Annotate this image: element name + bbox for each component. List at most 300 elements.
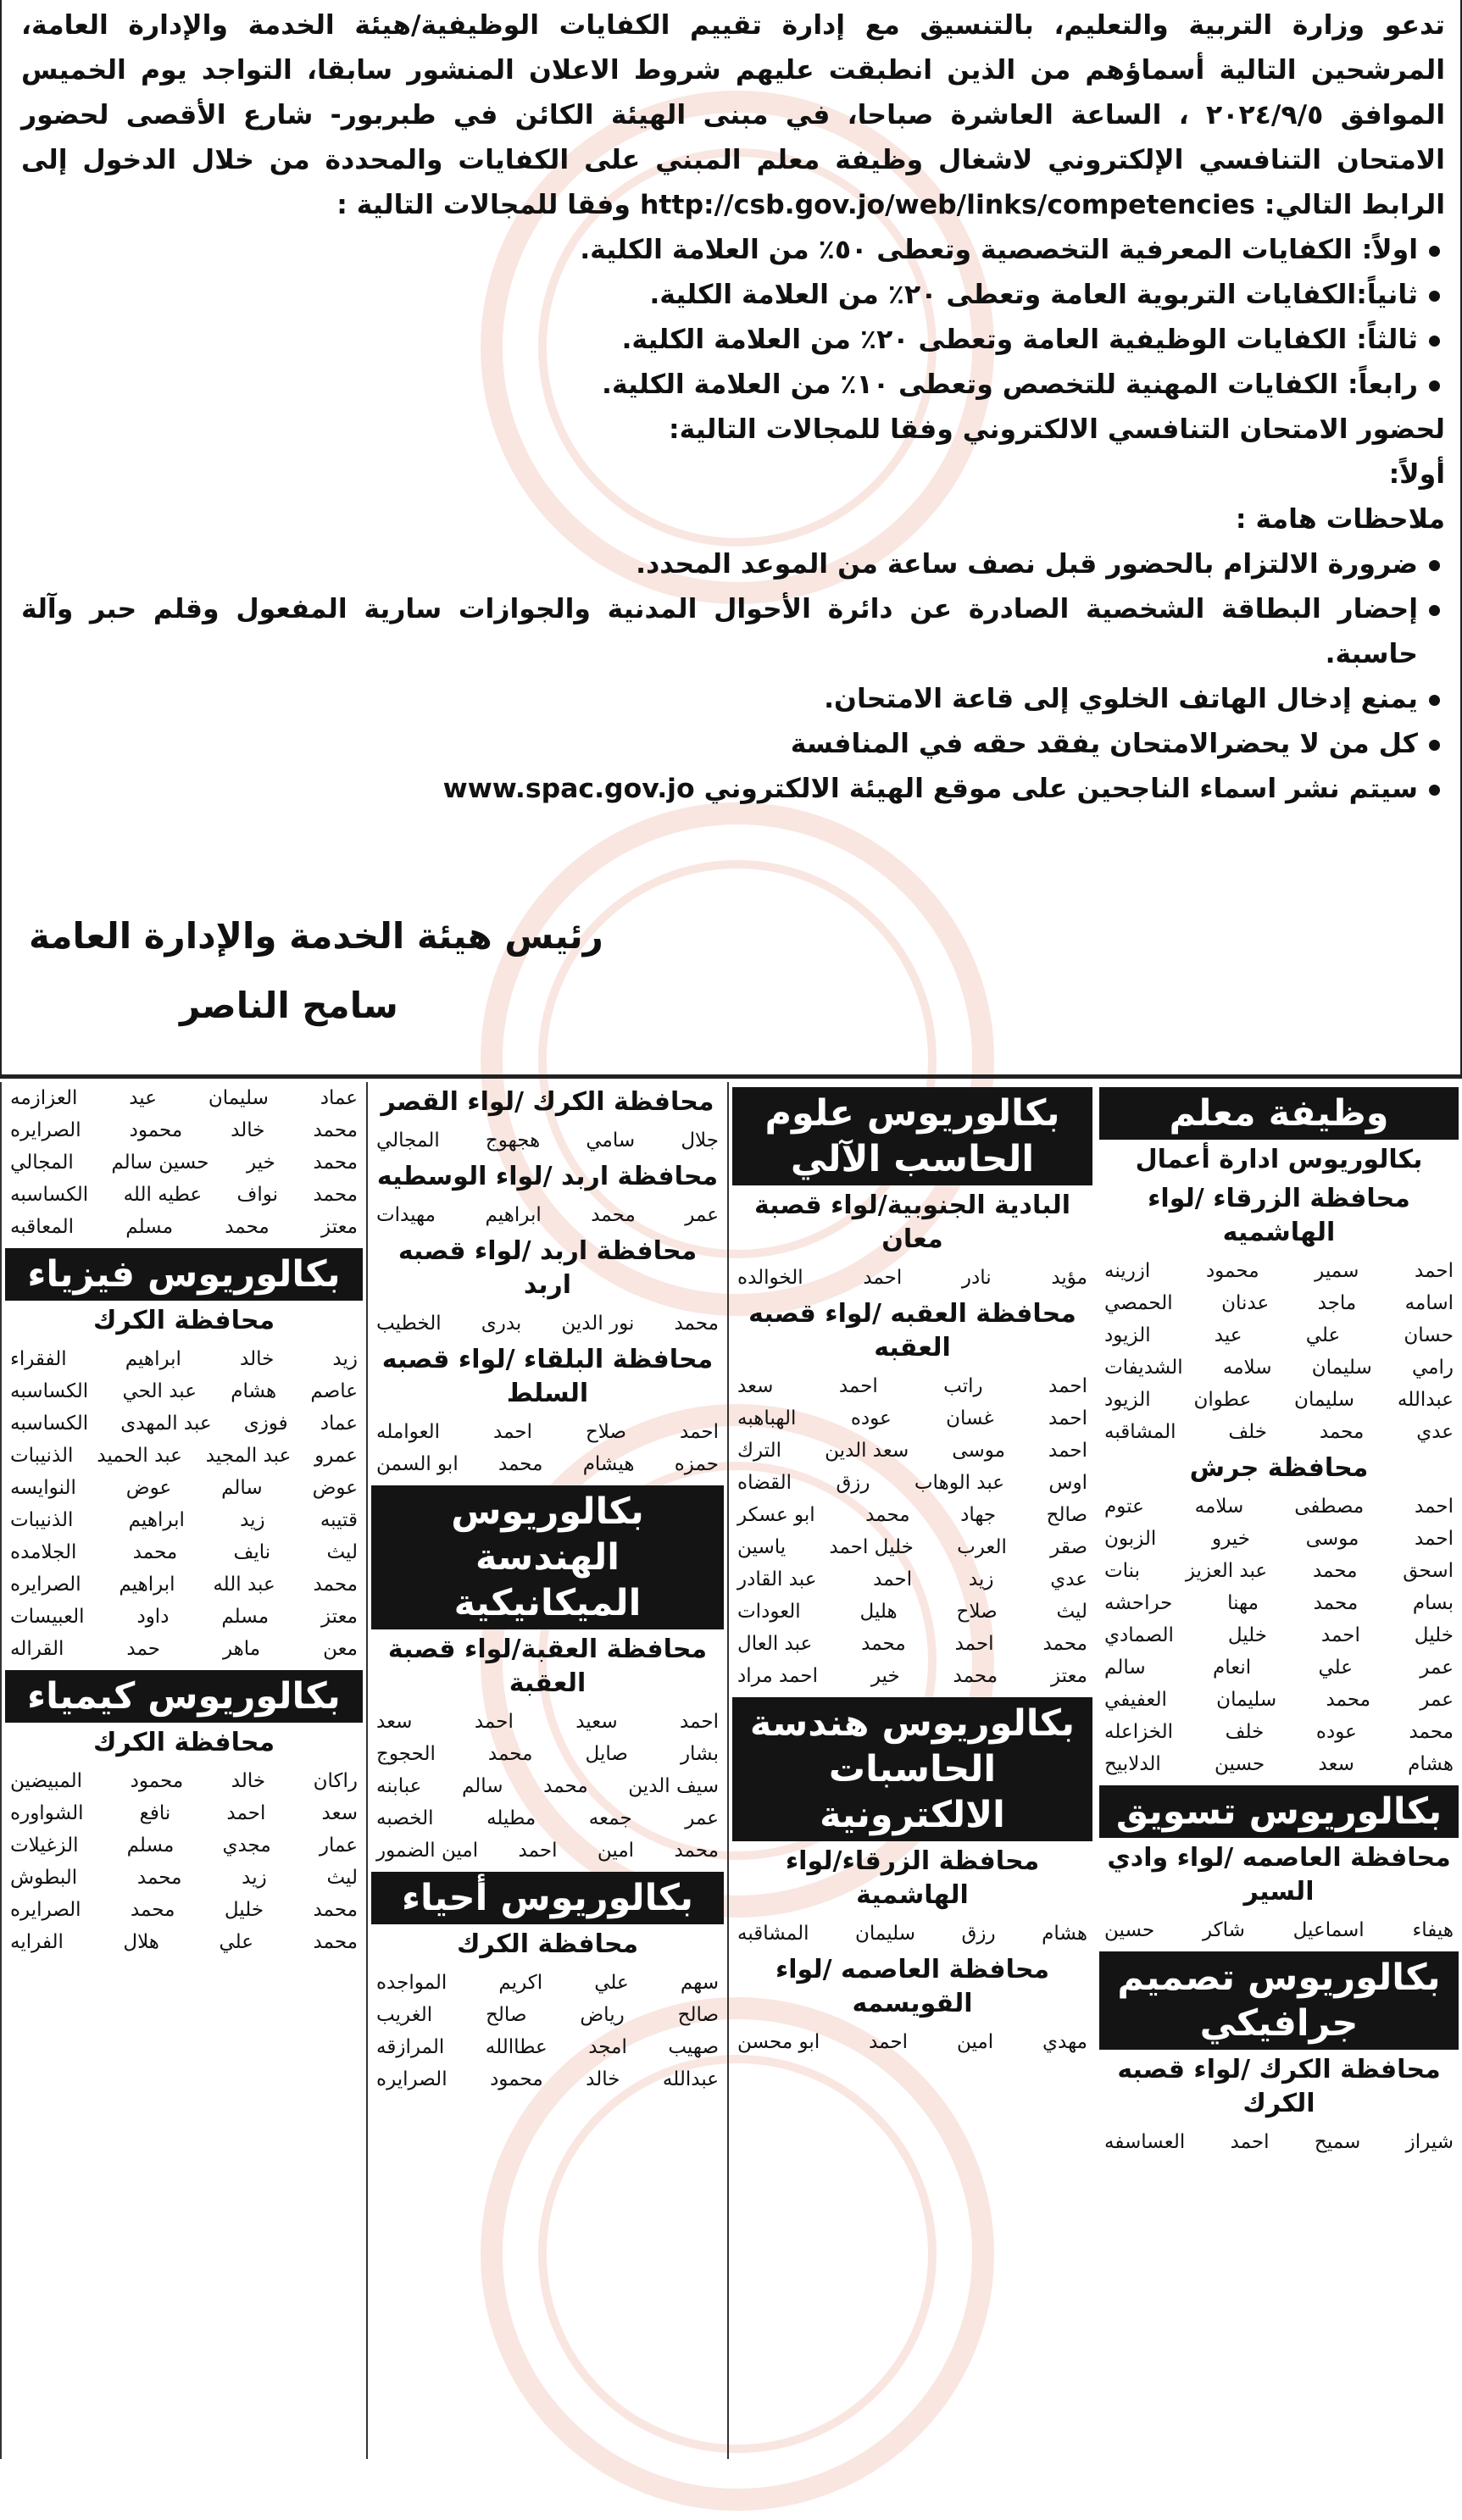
candidate-name-row (371, 2031, 724, 2063)
governorate-heading: محافظة الكرك (92, 1728, 275, 1757)
name-part: خالد (586, 2068, 620, 2090)
name-part: الدلابيح (1104, 1753, 1161, 1775)
name-part: الصرايره (10, 1574, 81, 1596)
name-part: ابو عسكر (737, 1504, 815, 1526)
name-part: مهنا (1227, 1592, 1259, 1614)
intro-text-end: وفقا للمجالات التالية : (336, 190, 631, 220)
candidate-name-row (371, 1307, 724, 1340)
candidate-name-row (5, 1114, 363, 1146)
name-part: زيد (240, 1509, 265, 1531)
name-part: سليمان (1311, 1357, 1372, 1379)
candidate-name-row (1099, 1490, 1459, 1523)
name-part: شاكر (1202, 1919, 1245, 1941)
name-part: الذنيبات (10, 1445, 74, 1467)
name-part: راكان (313, 1770, 358, 1792)
name-part: مصطفى (1294, 1496, 1365, 1518)
name-part: العساسفه (1104, 2131, 1186, 2153)
column-2 (727, 1082, 1096, 2459)
name-part: عيد (1214, 1324, 1242, 1346)
column-3 (366, 1082, 727, 2459)
name-part: ابراهيم (485, 1204, 542, 1226)
name-part: عمر (685, 1204, 719, 1226)
governorate-heading: محافظة البلقاء /لواء قصبه السلط (381, 1345, 714, 1408)
name-part: احمد (226, 1802, 266, 1824)
candidate-name-row (371, 1967, 724, 1999)
name-part: بسام (1412, 1592, 1454, 1614)
name-part: الخطيب (376, 1313, 442, 1335)
name-part: ماجد (1317, 1292, 1357, 1314)
name-part: امجد (588, 2036, 627, 2058)
notes-title: ملاحظات هامة : (1235, 504, 1445, 535)
name-part: احمد (1415, 1528, 1454, 1550)
name-part: معتز (1050, 1665, 1087, 1687)
attend-line: لحضور الامتحان التنافسي الالكتروني وفقا للمجالات التالية: (669, 414, 1445, 445)
name-part: الخوالده (737, 1267, 803, 1289)
name-part: العبيسات (10, 1606, 85, 1628)
note-item: ضرورة الالتزام بالحضور قبل نصف ساعة من الموعد المحدد. (21, 542, 1445, 587)
candidate-name-row (5, 1211, 363, 1243)
name-part: ليث (326, 1541, 358, 1563)
name-part: عبد القادر (737, 1568, 817, 1590)
candidate-name-row (5, 1765, 363, 1797)
candidate-name-row (1099, 1651, 1459, 1684)
name-part: اكريم (498, 1972, 543, 1994)
candidate-name-row (371, 1199, 724, 1231)
name-part: المجالي (10, 1152, 74, 1174)
name-part: سعد (376, 1711, 413, 1733)
governorate-heading: محافظة الكرك /لواء القصر (381, 1087, 714, 1117)
name-part: موسى (952, 1440, 1005, 1462)
name-part: احمد (680, 1421, 719, 1443)
notes-list (21, 542, 1445, 812)
name-part: ياسين (737, 1536, 787, 1558)
specialization-title: بكالوريوس تصميم جرافيكي (1099, 1951, 1459, 2050)
governorate-heading: محافظة جرش (1189, 1453, 1369, 1483)
candidate-name-row (1099, 1416, 1459, 1448)
name-part: الفقراء (10, 1348, 67, 1370)
name-part: محمد (132, 1541, 178, 1563)
name-part: الشديفات (1104, 1357, 1183, 1379)
name-part: سليمان (1216, 1689, 1277, 1711)
candidate-name-row (371, 1706, 724, 1738)
candidate-name-row (1099, 1287, 1459, 1319)
name-part: العودات (737, 1601, 801, 1623)
candidate-name-row (371, 1802, 724, 1834)
name-part: سعد (321, 1802, 358, 1824)
name-part: سليمان (1294, 1389, 1355, 1411)
name-part: الزغيلات (10, 1834, 79, 1857)
name-part: المبيضين (10, 1770, 82, 1792)
name-part: سعد الدين (825, 1440, 909, 1462)
name-part: ابراهيم (125, 1348, 181, 1370)
name-part: صلاح (956, 1601, 998, 1623)
name-part: حسين سالم (111, 1152, 209, 1174)
name-part: صايل (585, 1743, 628, 1765)
name-part: رياض (580, 2004, 625, 2026)
note-item: يمنع إدخال الهاتف الخلوي إلى قاعة الامتحان. (21, 677, 1445, 722)
name-part: هشام (1042, 1923, 1087, 1945)
name-part: زيد (968, 1568, 994, 1590)
name-part: البطوش (10, 1867, 78, 1889)
name-part: سليمان (208, 1087, 269, 1109)
name-part: قتيبه (320, 1509, 358, 1531)
name-part: امين الضمور (376, 1840, 479, 1862)
name-part: احمد (1415, 1260, 1454, 1282)
name-part: محمد (225, 1216, 270, 1238)
governorate-heading: محافظة العاصمه /لواء وادي السير (1107, 1843, 1451, 1907)
candidate-name-row (1099, 1914, 1459, 1946)
name-part: سليمان (855, 1923, 916, 1945)
name-part: احمد (869, 2031, 909, 2053)
governorate-heading: محافظة اربد /لواء قصبه اربد (397, 1236, 698, 1300)
name-part: احمد (838, 1375, 878, 1397)
name-part: خير (870, 1665, 900, 1687)
name-part: سالم (221, 1477, 263, 1499)
name-part: خليل احمد (829, 1536, 914, 1558)
name-part: سلامه (1222, 1357, 1272, 1379)
name-part: محمد (136, 1867, 182, 1889)
name-part: راتب (943, 1375, 983, 1397)
name-part: المعاقبه (10, 1216, 75, 1238)
name-part: احمد (518, 1840, 558, 1862)
name-part: اسماعيل (1292, 1919, 1365, 1941)
candidate-name-row (5, 1146, 363, 1179)
name-part: جهاد (960, 1504, 997, 1526)
area-item: ثانياً:الكفايات التربوية العامة وتعطى ٢٠٪ من العلامة الكلية. (21, 273, 1445, 318)
name-part: علي (219, 1931, 253, 1953)
candidate-name-row (1099, 1352, 1459, 1384)
name-part: عدي (1416, 1421, 1454, 1443)
name-part: محمد (861, 1633, 906, 1655)
specialization-title: بكالوريوس أحياء (371, 1872, 724, 1924)
name-part: بنات (1104, 1560, 1141, 1582)
name-part: اوس (1048, 1472, 1087, 1494)
name-part: الفرايه (10, 1931, 64, 1953)
specialization-title: بكالوريوس تسويق (1099, 1785, 1459, 1838)
candidate-name-row (5, 1179, 363, 1211)
candidate-name-row (732, 1262, 1092, 1294)
name-part: المشاقبه (1104, 1421, 1176, 1443)
name-part: محمود (129, 1119, 183, 1141)
name-part: الذنيبات (10, 1509, 74, 1531)
name-part: الشواوره (10, 1802, 84, 1824)
spac-link[interactable]: www.spac.gov.jo (442, 774, 695, 804)
name-part: عوده (850, 1407, 892, 1429)
name-part: محمد (1042, 1633, 1087, 1655)
name-part: الخزاعله (1104, 1721, 1174, 1743)
name-part: سهم (680, 1972, 719, 1994)
name-part: محمد (543, 1775, 588, 1797)
name-part: عمر (1420, 1689, 1454, 1711)
name-part: احمد مراد (737, 1665, 818, 1687)
name-part: عبد العال (737, 1633, 813, 1655)
candidate-name-row (1099, 1523, 1459, 1555)
name-part: العفيفي (1104, 1689, 1167, 1711)
candidate-name-row (371, 1448, 724, 1480)
name-part: هليل (859, 1601, 898, 1623)
note-item: إحضار البطاقة الشخصية الصادرة عن دائرة الأحوال المدنية والجوازات سارية المفعول وقلم حبر وآلة حاسبة. (21, 587, 1445, 677)
name-part: احمد (863, 1267, 903, 1289)
name-part: الصمادي (1104, 1624, 1174, 1646)
candidate-name-row (5, 1568, 363, 1601)
name-part: عوده (1315, 1721, 1357, 1743)
name-part: القراله (10, 1638, 64, 1660)
name-part: الخصبه (376, 1807, 434, 1829)
name-part: محمد (591, 1204, 636, 1226)
specialization-title: بكالوريوس كيمياء (5, 1670, 363, 1723)
name-part: محمد (498, 1453, 543, 1475)
name-part: نور الدين (561, 1313, 635, 1335)
name-part: الهباهبه (737, 1407, 797, 1429)
candidate-name-row (5, 1407, 363, 1440)
name-part: انعام (1212, 1657, 1252, 1679)
name-part: المشاقبه (737, 1923, 809, 1945)
name-part: محمود (1205, 1260, 1259, 1282)
name-part: عبد المهدى (120, 1413, 212, 1435)
candidate-name-row (5, 1797, 363, 1829)
name-part: محمد (313, 1184, 358, 1206)
name-part: صالح (1046, 1504, 1087, 1526)
name-part: احمد (680, 1711, 719, 1733)
name-part: عيد (129, 1087, 157, 1109)
name-part: ليث (326, 1867, 358, 1889)
name-part: محمد (1409, 1721, 1454, 1743)
name-part: احمد (1048, 1375, 1087, 1397)
governorate-heading: محافظة الكرك /لواء قصبه الكرك (1117, 2055, 1441, 2118)
name-part: عمر (685, 1807, 719, 1829)
name-part: صقر (1050, 1536, 1087, 1558)
name-part: جلال (681, 1130, 719, 1152)
name-part: سميح (1314, 2131, 1361, 2153)
governorate-heading: محافظة الزرقاء /لواء الهاشميه (1148, 1184, 1410, 1247)
candidate-name-row (1099, 1684, 1459, 1716)
candidate-name-row (732, 1370, 1092, 1402)
name-part: المرازقه (376, 2036, 445, 2058)
governorate-heading: بكالوريوس ادارة أعمال (1135, 1145, 1423, 1174)
name-part: ابراهيم (128, 1509, 185, 1531)
candidate-name-row (1099, 1619, 1459, 1651)
name-part: عطاالله (485, 2036, 548, 2058)
name-part: محمود (490, 2068, 543, 2090)
announcement-body (21, 3, 1445, 812)
name-part: الصرايره (10, 1899, 81, 1921)
name-part: الكساسبه (10, 1380, 89, 1402)
name-part: زيد (332, 1348, 358, 1370)
name-part: محمد (953, 1665, 998, 1687)
specialization-title: بكالوريوس علوم الحاسب الآلي (732, 1087, 1092, 1185)
name-part: سامي (586, 1130, 636, 1152)
name-part: حمد (126, 1638, 160, 1660)
name-part: ابو السمن (376, 1453, 459, 1475)
candidate-name-row (5, 1082, 363, 1114)
signature-name: سامح الناصر (180, 985, 398, 1026)
name-part: صالح (486, 2004, 527, 2026)
name-part: محمد (313, 1931, 358, 1953)
name-part: الزيود (1104, 1324, 1151, 1346)
name-part: رزق (836, 1472, 870, 1494)
name-part: علي (1305, 1324, 1341, 1346)
name-part: الصرايره (376, 2068, 447, 2090)
governorate-heading: محافظة اربد /لواء الوسطيه (376, 1162, 719, 1191)
name-part: مسلم (125, 1216, 174, 1238)
name-part: هلال (123, 1931, 159, 1953)
name-part: احمد (474, 1711, 514, 1733)
name-part: هيشام (582, 1453, 635, 1475)
name-part: سمير (1315, 1260, 1359, 1282)
governorate-heading: محافظة العقبة/لواء قصبة العقبة (387, 1635, 708, 1698)
name-part: بشار (680, 1743, 719, 1765)
candidate-name-row (5, 1894, 363, 1926)
candidate-name-row (5, 1440, 363, 1472)
candidate-name-row (371, 1834, 724, 1867)
column-4 (0, 1082, 366, 2459)
name-part: اسحق (1403, 1560, 1454, 1582)
competencies-link[interactable]: http://csb.gov.jo/web/links/competencies (639, 190, 1255, 220)
governorate-heading: البادية الجنوبية/لواء قصبة معان (753, 1191, 1071, 1254)
name-part: مجدي (222, 1834, 271, 1857)
candidate-name-row (371, 2063, 724, 2095)
name-part: حمزه (674, 1453, 719, 1475)
candidate-name-row (732, 1402, 1092, 1435)
governorate-heading: محافظة الزرقاء/لواء الهاشمية (785, 1846, 1040, 1910)
name-part: حسين (1215, 1753, 1265, 1775)
name-part: عبدالله (662, 2068, 719, 2090)
name-part: احمد (1230, 2131, 1270, 2153)
candidates-columns (0, 1076, 1462, 2458)
area-item: اولاً: الكفايات المعرفية التخصصية وتعطى ٥٠٪ من العلامة الكلية. (21, 228, 1445, 273)
candidate-name-row (1099, 1319, 1459, 1352)
specialization-title: بكالوريوس فيزياء (5, 1248, 363, 1301)
name-part: العرب (957, 1536, 1007, 1558)
name-part: محمد (130, 1899, 175, 1921)
name-part: الترك (737, 1440, 782, 1462)
name-part: عبد المجيد (205, 1445, 292, 1467)
name-part: ابو محسن (737, 2031, 820, 2053)
name-part: النوايسه (10, 1477, 76, 1499)
name-part: معتز (320, 1216, 358, 1238)
note-item (21, 767, 1445, 812)
name-part: حراحشه (1104, 1592, 1173, 1614)
note-item: كل من لا يحضرالامتحان يفقد حقه في المنافسة (21, 722, 1445, 767)
name-part: عبابنه (376, 1775, 422, 1797)
candidate-name-row (732, 1563, 1092, 1596)
name-part: عبد الحميد (97, 1445, 182, 1467)
name-part: خلف (1225, 1721, 1265, 1743)
name-part: غسان (946, 1407, 994, 1429)
name-part: الكساسبه (10, 1413, 89, 1435)
candidate-name-row (5, 1472, 363, 1504)
name-part: خلف (1228, 1421, 1267, 1443)
last-note-text: سيتم نشر اسماء الناجحين على موقع الهيئة الالكتروني (703, 774, 1418, 804)
name-part: احمد (1415, 1496, 1454, 1518)
name-part: شيراز (1405, 2131, 1454, 2153)
name-part: مهدي (1042, 2031, 1087, 2053)
name-part: عدي (1050, 1568, 1087, 1590)
name-part: احمد (493, 1421, 532, 1443)
candidate-name-row (1099, 1748, 1459, 1780)
name-part: نافع (139, 1802, 171, 1824)
name-part: احمد (1048, 1440, 1087, 1462)
name-part: خليل (1227, 1624, 1268, 1646)
name-part: الزبون (1104, 1528, 1157, 1550)
name-part: صالح (677, 2004, 719, 2026)
candidate-name-row (5, 1536, 363, 1568)
name-part: عماد (320, 1413, 358, 1435)
name-part: عمرو (314, 1445, 358, 1467)
name-part: محمد (313, 1574, 358, 1596)
name-part: اسامه (1404, 1292, 1454, 1314)
name-part: عاصم (310, 1380, 358, 1402)
name-part: رزق (961, 1923, 996, 1945)
name-part: العزازمه (10, 1087, 78, 1109)
name-part: بدرى (481, 1313, 522, 1335)
name-part: المجالي (376, 1130, 440, 1152)
candidate-name-row (5, 1926, 363, 1958)
name-part: عمار (319, 1834, 358, 1857)
name-part: الجلامده (10, 1541, 77, 1563)
candidate-name-row (371, 1999, 724, 2031)
name-part: الحمصي (1104, 1292, 1173, 1314)
name-part: ماهر (222, 1638, 261, 1660)
name-part: سيف الدين (628, 1775, 719, 1797)
candidate-name-row (1099, 1716, 1459, 1748)
name-part: الكساسبه (10, 1184, 89, 1206)
name-part: خليل (1414, 1624, 1454, 1646)
name-part: المواجده (376, 1972, 447, 1994)
area-item: رابعاً: الكفايات المهنية للتخصص وتعطى ١٠٪ من العلامة الكلية. (21, 363, 1445, 408)
name-part: هيفاء (1412, 1919, 1454, 1941)
candidate-name-row (5, 1504, 363, 1536)
first-label: أولاً: (1388, 459, 1445, 490)
name-part: ازرينه (1104, 1260, 1151, 1282)
governorate-heading: محافظة العاصمه /لواء القويسمه (775, 1955, 1050, 2018)
candidate-name-row (732, 1435, 1092, 1467)
name-part: ابراهيم (119, 1574, 175, 1596)
intro-paragraph (21, 3, 1445, 228)
name-part: العوامله (376, 1421, 441, 1443)
name-part: خالد (240, 1348, 275, 1370)
areas-list (21, 228, 1445, 408)
governorate-heading: محافظة الكرك (456, 1929, 639, 1959)
name-part: نايف (233, 1541, 271, 1563)
specialization-title: وظيفة معلم (1099, 1087, 1459, 1140)
candidate-name-row (732, 1467, 1092, 1499)
name-part: هجهوج (485, 1130, 541, 1152)
name-part: محمود (130, 1770, 184, 1792)
name-part: محمد (1319, 1421, 1365, 1443)
name-part: عطوان (1193, 1389, 1252, 1411)
name-part: معتز (320, 1606, 358, 1628)
name-part: صلاح (585, 1421, 627, 1443)
intro-text: تدعو وزارة التربية والتعليم، بالتنسيق مع إدارة تقييم الكفايات الوظيفية/هيئة الخدمة والإدارة العامة، المرشحين التالية أسماؤهم من الذين انطبقت عليهم شروط الاعلان المنشور سابقا، التواجد يوم الخميس الموافق ٢٠٢٤/٩/٥ ، الساعة العاشرة صباحا، في مبنى الهيئة الكائن في طبربور- شارع الأقصى لحضور الامتحان التنافسي الإلكتروني لاشغال وظيفة معلم المبني على الكفايات والمحددة من خلال الدخول إلى الرابط التالي: (21, 10, 1445, 220)
name-part: الغريب (376, 2004, 433, 2026)
name-part: زيد (242, 1867, 267, 1889)
name-part: جمعه (588, 1807, 632, 1829)
name-part: مهيدات (376, 1204, 436, 1226)
candidate-name-row (1099, 1255, 1459, 1287)
name-part: خالد (231, 1770, 266, 1792)
candidate-name-row (1099, 1587, 1459, 1619)
candidate-name-row (732, 1660, 1092, 1692)
candidate-name-row (732, 1918, 1092, 1950)
name-part: عوض (312, 1477, 358, 1499)
candidate-name-row (732, 2026, 1092, 2058)
name-part: احمد (873, 1568, 913, 1590)
name-part: عبد الوهاب (914, 1472, 1005, 1494)
name-part: موسى (1305, 1528, 1359, 1550)
name-part: عمر (1420, 1657, 1454, 1679)
name-part: امين (956, 2031, 994, 2053)
